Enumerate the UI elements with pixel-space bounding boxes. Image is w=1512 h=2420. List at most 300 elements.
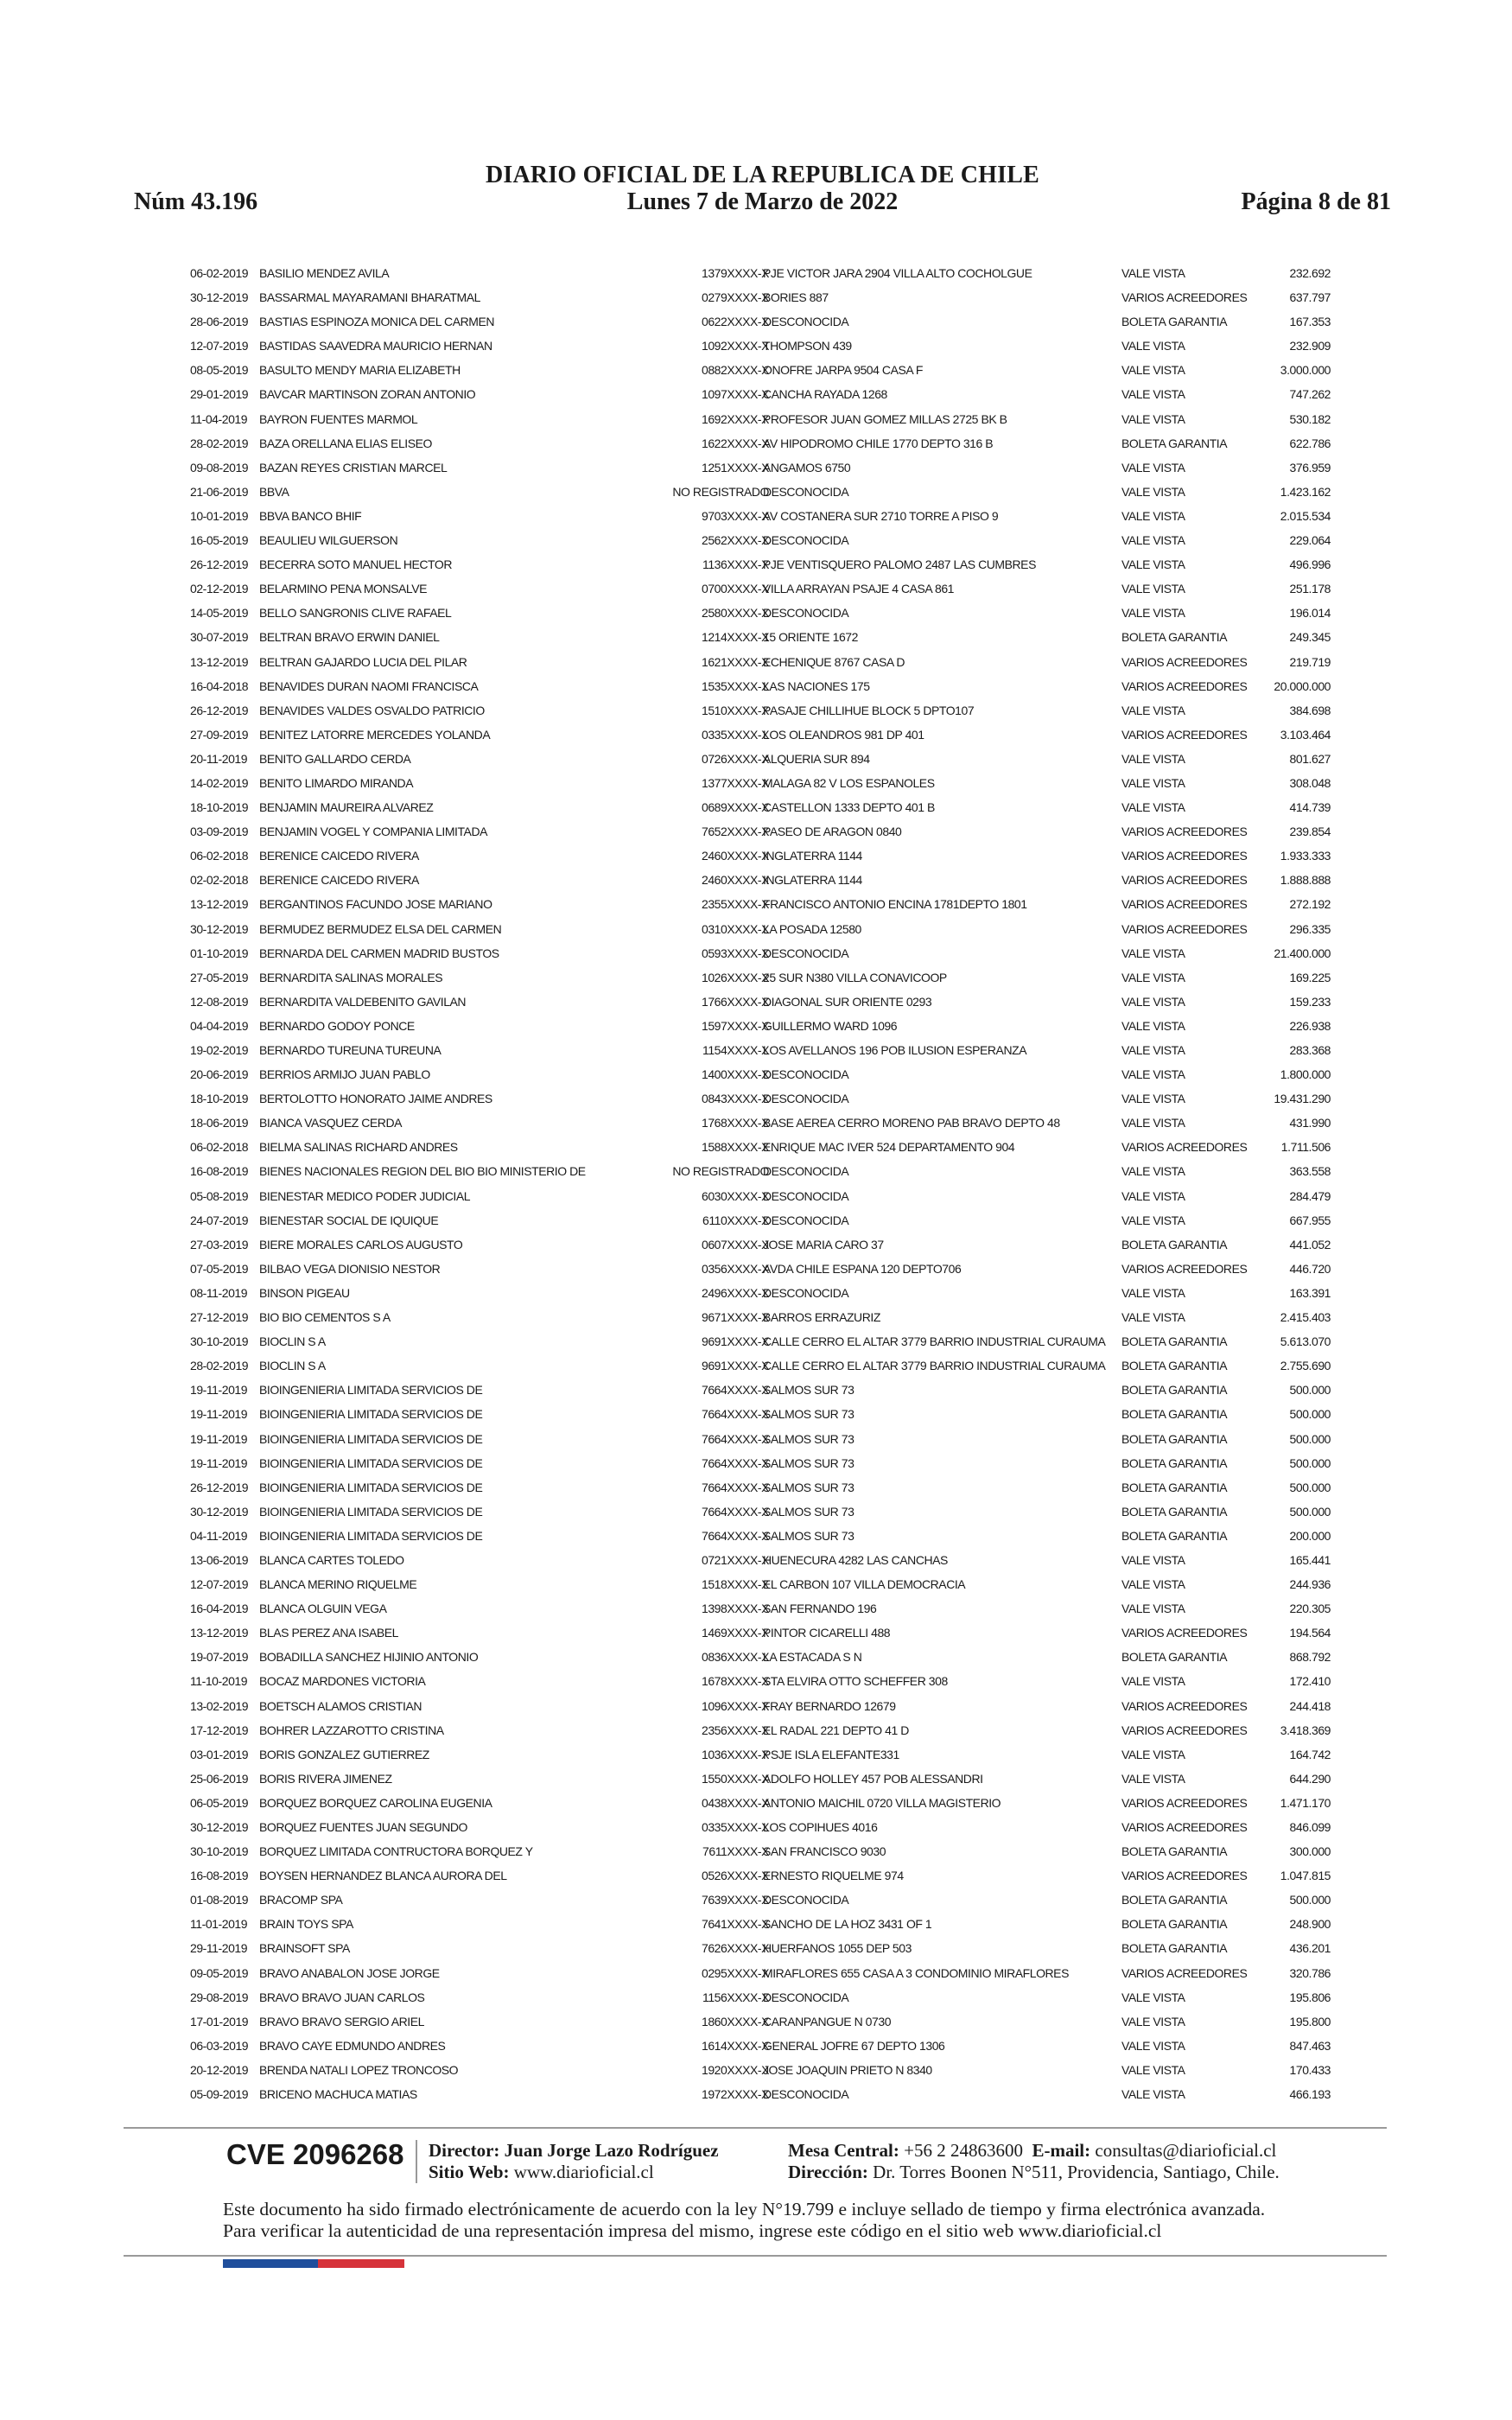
row-rut: 1692XXXX-X xyxy=(702,411,769,426)
row-rut: 0310XXXX-X xyxy=(702,921,769,936)
row-address: ALQUERIA SUR 894 xyxy=(763,751,870,766)
row-type: VALE VISTA xyxy=(1121,460,1185,474)
row-name: BELTRAN GAJARDO LUCIA DEL PILAR xyxy=(259,654,467,669)
table-row xyxy=(190,576,1331,601)
records-list xyxy=(190,261,1331,2106)
row-name: BERNARDITA SALINAS MORALES xyxy=(259,970,443,984)
row-date: 05-09-2019 xyxy=(190,2087,249,2102)
row-type: VALE VISTA xyxy=(1121,582,1185,596)
row-name: BORQUEZ FUENTES JUAN SEGUNDO xyxy=(259,1820,467,1834)
row-date: 30-12-2019 xyxy=(190,290,249,305)
table-row xyxy=(190,382,1331,406)
row-amount: 500.000 xyxy=(1289,1407,1331,1422)
row-rut: 1588XXXX-X xyxy=(702,1140,769,1155)
row-amount: 248.900 xyxy=(1289,1917,1331,1932)
row-amount: 414.739 xyxy=(1289,800,1331,815)
row-name: BAVCAR MARTINSON ZORAN ANTONIO xyxy=(259,387,476,402)
row-rut: NO REGISTRADO xyxy=(672,484,769,499)
row-rut: 1510XXXX-X xyxy=(702,703,769,717)
publication-title: DIARIO OFICIAL DE LA REPUBLICA DE CHILE xyxy=(485,162,1040,188)
row-name: BAZA ORELLANA ELIAS ELISEO xyxy=(259,436,432,450)
row-address: THOMPSON 439 xyxy=(763,339,852,353)
row-date: 30-10-2019 xyxy=(190,1334,249,1349)
row-date: 03-09-2019 xyxy=(190,825,249,839)
table-row xyxy=(190,1208,1331,1232)
row-amount: 500.000 xyxy=(1289,1431,1331,1446)
row-type: BOLETA GARANTIA xyxy=(1121,1334,1228,1349)
row-name: BIENESTAR SOCIAL DE IQUIQUE xyxy=(259,1213,439,1227)
table-row xyxy=(190,1548,1331,1572)
row-amount: 320.786 xyxy=(1289,1965,1331,1980)
row-date: 06-02-2019 xyxy=(190,266,249,280)
row-name: BASTIDAS SAAVEDRA MAURICIO HERNAN xyxy=(259,339,492,353)
row-date: 17-01-2019 xyxy=(190,2014,249,2028)
row-amount: 637.797 xyxy=(1289,290,1331,305)
row-amount: 283.368 xyxy=(1289,1043,1331,1057)
row-amount: 622.786 xyxy=(1289,436,1331,450)
row-address: VILLA ARRAYAN PSAJE 4 CASA 861 xyxy=(763,582,954,596)
row-type: VARIOS ACREEDORES xyxy=(1121,1965,1248,1980)
row-name: BRAINSOFT SPA xyxy=(259,1941,350,1956)
row-name: BEAULIEU WILGUERSON xyxy=(259,533,398,548)
table-row xyxy=(190,455,1331,480)
table-row xyxy=(190,868,1331,892)
row-address: PASEO DE ARAGON 0840 xyxy=(763,825,902,839)
row-rut: 1768XXXX-X xyxy=(702,1116,769,1130)
row-amount: 1.933.333 xyxy=(1280,849,1331,863)
row-date: 19-07-2019 xyxy=(190,1650,249,1665)
row-type: BOLETA GARANTIA xyxy=(1121,1844,1228,1859)
row-rut: 7664XXXX-X xyxy=(702,1504,769,1519)
row-type: BOLETA GARANTIA xyxy=(1121,1504,1228,1519)
row-type: VARIOS ACREEDORES xyxy=(1121,1795,1248,1810)
row-amount: 194.564 xyxy=(1289,1626,1331,1640)
table-row xyxy=(190,1888,1331,1912)
row-type: BOLETA GARANTIA xyxy=(1121,436,1228,450)
row-type: VALE VISTA xyxy=(1121,387,1185,402)
table-row xyxy=(190,2058,1331,2082)
row-rut: 7641XXXX-X xyxy=(702,1917,769,1932)
row-address: PINTOR CICARELLI 488 xyxy=(763,1626,891,1640)
row-name: BERGANTINOS FACUNDO JOSE MARIANO xyxy=(259,897,492,912)
row-address: SALMOS SUR 73 xyxy=(763,1480,854,1494)
row-name: BIOINGENIERIA LIMITADA SERVICIOS DE xyxy=(259,1431,483,1446)
row-rut: 1379XXXX-X xyxy=(702,266,769,280)
table-row xyxy=(190,1427,1331,1451)
row-name: BASTIAS ESPINOZA MONICA DEL CARMEN xyxy=(259,315,495,329)
row-address: GUILLERMO WARD 1096 xyxy=(763,1018,898,1033)
row-address: DESCONOCIDA xyxy=(763,2087,849,2102)
row-date: 30-10-2019 xyxy=(190,1844,249,1859)
row-address: DIAGONAL SUR ORIENTE 0293 xyxy=(763,994,932,1009)
row-address: MIRAFLORES 655 CASA A 3 CONDOMINIO MIRAFLORES xyxy=(763,1965,1069,1980)
row-date: 19-02-2019 xyxy=(190,1043,249,1057)
row-amount: 530.182 xyxy=(1289,411,1331,426)
director-name: Juan Jorge Lazo Rodríguez xyxy=(504,2140,719,2161)
row-type: BOLETA GARANTIA xyxy=(1121,1650,1228,1665)
row-date: 26-12-2019 xyxy=(190,1480,249,1494)
table-row xyxy=(190,528,1331,552)
row-amount: 500.000 xyxy=(1289,1504,1331,1519)
row-address: PJE VENTISQUERO PALOMO 2487 LAS CUMBRES xyxy=(763,557,1036,572)
flag-bar-red xyxy=(318,2259,404,2268)
table-row xyxy=(190,1839,1331,1863)
table-row xyxy=(190,2082,1331,2106)
row-type: VALE VISTA xyxy=(1121,703,1185,717)
row-amount: 363.558 xyxy=(1289,1164,1331,1179)
table-row xyxy=(190,747,1331,771)
row-date: 28-06-2019 xyxy=(190,315,249,329)
table-row xyxy=(190,1936,1331,1960)
row-rut: 0335XXXX-X xyxy=(702,1820,769,1834)
row-address: FRAY BERNARDO 12679 xyxy=(763,1698,896,1713)
director-label: Director: xyxy=(429,2140,500,2161)
row-type: VARIOS ACREEDORES xyxy=(1121,897,1248,912)
issue-number: Núm 43.196 xyxy=(134,188,258,215)
row-type: BOLETA GARANTIA xyxy=(1121,1480,1228,1494)
row-amount: 747.262 xyxy=(1289,387,1331,402)
bottom-divider xyxy=(124,2255,1387,2257)
row-date: 27-05-2019 xyxy=(190,970,249,984)
row-type: VALE VISTA xyxy=(1121,1092,1185,1106)
row-address: ECHENIQUE 8767 CASA D xyxy=(763,654,905,669)
row-address: EL RADAL 221 DEPTO 41 D xyxy=(763,1723,909,1737)
table-row xyxy=(190,892,1331,916)
row-type: BOLETA GARANTIA xyxy=(1121,1431,1228,1446)
row-type: VARIOS ACREEDORES xyxy=(1121,727,1248,742)
row-type: VALE VISTA xyxy=(1121,339,1185,353)
row-name: BOETSCH ALAMOS CRISTIAN xyxy=(259,1698,422,1713)
row-date: 12-07-2019 xyxy=(190,339,249,353)
row-date: 27-09-2019 xyxy=(190,727,249,742)
row-name: BRENDA NATALI LOPEZ TRONCOSO xyxy=(259,2062,459,2077)
row-address: DESCONOCIDA xyxy=(763,1213,849,1227)
address-line xyxy=(788,2162,1280,2183)
row-amount: 436.201 xyxy=(1289,1941,1331,1956)
row-type: VALE VISTA xyxy=(1121,994,1185,1009)
row-date: 24-07-2019 xyxy=(190,1213,249,1227)
row-type: VALE VISTA xyxy=(1121,533,1185,548)
row-rut: 7626XXXX-X xyxy=(702,1941,769,1956)
row-type: VARIOS ACREEDORES xyxy=(1121,1869,1248,1883)
row-address: SAN FRANCISCO 9030 xyxy=(763,1844,886,1859)
row-date: 30-07-2019 xyxy=(190,630,249,645)
email-link[interactable]: consultas@diarioficial.cl xyxy=(1095,2140,1277,2161)
row-rut: 0356XXXX-X xyxy=(702,1261,769,1276)
row-rut: 0438XXXX-X xyxy=(702,1795,769,1810)
row-rut: 1518XXXX-X xyxy=(702,1577,769,1592)
table-row xyxy=(190,1961,1331,1985)
table-row xyxy=(190,990,1331,1014)
table-row xyxy=(190,309,1331,334)
row-address: STA ELVIRA OTTO SCHEFFER 308 xyxy=(763,1674,948,1689)
table-row xyxy=(190,723,1331,747)
row-type: VALE VISTA xyxy=(1121,1018,1185,1033)
row-date: 02-02-2018 xyxy=(190,873,249,888)
address-label: Dirección: xyxy=(788,2162,868,2182)
row-type: BOLETA GARANTIA xyxy=(1121,1528,1228,1543)
site-link[interactable]: www.diarioficial.cl xyxy=(513,2162,654,2182)
row-address: DESCONOCIDA xyxy=(763,533,849,548)
row-name: BERNARDITA VALDEBENITO GAVILAN xyxy=(259,994,467,1009)
row-amount: 244.936 xyxy=(1289,1577,1331,1592)
table-row xyxy=(190,1451,1331,1475)
footer-separator xyxy=(416,2140,417,2183)
row-address: AV HIPODROMO CHILE 1770 DEPTO 316 B xyxy=(763,436,994,450)
row-name: BIOINGENIERIA LIMITADA SERVICIOS DE xyxy=(259,1455,483,1470)
table-row xyxy=(190,1038,1331,1062)
row-name: BERTOLOTTO HONORATO JAIME ANDRES xyxy=(259,1092,492,1106)
row-type: VALE VISTA xyxy=(1121,2062,1185,2077)
row-date: 10-01-2019 xyxy=(190,508,249,523)
row-type: VALE VISTA xyxy=(1121,800,1185,815)
row-date: 19-11-2019 xyxy=(190,1431,248,1446)
row-name: BORQUEZ LIMITADA CONTRUCTORA BORQUEZ Y xyxy=(259,1844,533,1859)
row-type: VALE VISTA xyxy=(1121,1067,1185,1082)
row-rut: 2356XXXX-X xyxy=(702,1723,769,1737)
row-type: VARIOS ACREEDORES xyxy=(1121,290,1248,305)
table-row xyxy=(190,334,1331,358)
row-address: ANGAMOS 6750 xyxy=(763,460,851,474)
row-type: VARIOS ACREEDORES xyxy=(1121,678,1248,693)
row-address: DESCONOCIDA xyxy=(763,1092,849,1106)
row-type: VALE VISTA xyxy=(1121,2087,1185,2102)
table-row xyxy=(190,771,1331,795)
table-row xyxy=(190,1475,1331,1500)
row-rut: 1400XXXX-X xyxy=(702,1067,769,1082)
table-row xyxy=(190,1062,1331,1086)
table-row xyxy=(190,674,1331,698)
row-rut: 1920XXXX-X xyxy=(702,2062,769,2077)
table-row xyxy=(190,698,1331,723)
row-address: SALMOS SUR 73 xyxy=(763,1431,854,1446)
row-date: 13-12-2019 xyxy=(190,897,249,912)
row-address: DESCONOCIDA xyxy=(763,1067,849,1082)
row-rut: 7652XXXX-X xyxy=(702,825,769,839)
row-amount: 500.000 xyxy=(1289,1480,1331,1494)
row-address: DESCONOCIDA xyxy=(763,1285,849,1300)
row-name: BIOCLIN S A xyxy=(259,1334,326,1349)
row-rut: 0700XXXX-X xyxy=(702,582,769,596)
table-row xyxy=(190,965,1331,990)
table-row xyxy=(190,1645,1331,1669)
row-name: BAZAN REYES CRISTIAN MARCEL xyxy=(259,460,448,474)
row-name: BERNARDO TUREUNA TUREUNA xyxy=(259,1043,442,1057)
row-amount: 249.345 xyxy=(1289,630,1331,645)
row-address: PSJE ISLA ELEFANTE331 xyxy=(763,1747,899,1761)
row-rut: 1096XXXX-X xyxy=(702,1698,769,1713)
row-amount: 1.800.000 xyxy=(1280,1067,1331,1082)
row-address: SAN FERNANDO 196 xyxy=(763,1602,877,1616)
row-address: SALMOS SUR 73 xyxy=(763,1383,854,1398)
row-type: VALE VISTA xyxy=(1121,1116,1185,1130)
row-rut: 2460XXXX-X xyxy=(702,873,769,888)
row-date: 30-12-2019 xyxy=(190,921,249,936)
row-date: 18-10-2019 xyxy=(190,1092,249,1106)
row-date: 16-04-2018 xyxy=(190,678,249,693)
row-amount: 500.000 xyxy=(1289,1893,1331,1907)
row-amount: 496.996 xyxy=(1289,557,1331,572)
row-address: CANCHA RAYADA 1268 xyxy=(763,387,887,402)
row-address: PJE VICTOR JARA 2904 VILLA ALTO COCHOLGUE xyxy=(763,266,1032,280)
row-date: 29-11-2019 xyxy=(190,1941,248,1956)
row-rut: 2496XXXX-X xyxy=(702,1285,769,1300)
row-rut: 9671XXXX-X xyxy=(702,1310,769,1325)
header-center xyxy=(134,162,1391,216)
row-date: 08-05-2019 xyxy=(190,363,249,378)
row-amount: 195.806 xyxy=(1289,1990,1331,2004)
row-rut: 7664XXXX-X xyxy=(702,1431,769,1446)
row-rut: 1766XXXX-X xyxy=(702,994,769,1009)
row-name: BENITO LIMARDO MIRANDA xyxy=(259,775,414,790)
row-amount: 1.423.162 xyxy=(1280,484,1331,499)
table-row xyxy=(190,1985,1331,2009)
row-amount: 446.720 xyxy=(1289,1261,1331,1276)
row-rut: NO REGISTRADO xyxy=(672,1164,769,1179)
row-type: BOLETA GARANTIA xyxy=(1121,315,1228,329)
table-row xyxy=(190,431,1331,455)
row-name: BENJAMIN VOGEL Y COMPANIA LIMITADA xyxy=(259,825,487,839)
row-address: HUERFANOS 1055 DEP 503 xyxy=(763,1941,912,1956)
cve-code: CVE 2096268 xyxy=(226,2138,404,2170)
table-row xyxy=(190,480,1331,504)
table-row xyxy=(190,504,1331,528)
row-amount: 441.052 xyxy=(1289,1237,1331,1251)
row-address: LA POSADA 12580 xyxy=(763,921,861,936)
row-address: ERNESTO RIQUELME 974 xyxy=(763,1869,904,1883)
row-address: 15 ORIENTE 1672 xyxy=(763,630,858,645)
row-date: 01-10-2019 xyxy=(190,946,249,960)
mesa-label: Mesa Central: xyxy=(788,2140,899,2161)
row-type: VALE VISTA xyxy=(1121,411,1185,426)
row-amount: 244.418 xyxy=(1289,1698,1331,1713)
row-rut: 1377XXXX-X xyxy=(702,775,769,790)
row-amount: 431.990 xyxy=(1289,1116,1331,1130)
row-amount: 1.047.815 xyxy=(1280,1869,1331,1883)
row-amount: 500.000 xyxy=(1289,1383,1331,1398)
row-date: 01-08-2019 xyxy=(190,1893,249,1907)
table-row xyxy=(190,358,1331,382)
row-rut: 0721XXXX-X xyxy=(702,1552,769,1567)
row-date: 12-08-2019 xyxy=(190,994,249,1009)
table-row xyxy=(190,1353,1331,1378)
row-rut: 1972XXXX-X xyxy=(702,2087,769,2102)
row-amount: 3.000.000 xyxy=(1280,363,1331,378)
table-row xyxy=(190,1767,1331,1791)
mesa-phone: +56 2 24863600 xyxy=(904,2140,1023,2161)
row-address: INGLATERRA 1144 xyxy=(763,849,862,863)
row-date: 19-11-2019 xyxy=(190,1383,248,1398)
row-type: VARIOS ACREEDORES xyxy=(1121,1698,1248,1713)
row-amount: 232.692 xyxy=(1289,266,1331,280)
table-row xyxy=(190,1791,1331,1815)
row-date: 14-05-2019 xyxy=(190,606,249,621)
row-address: PASAJE CHILLIHUE BLOCK 5 DPTO107 xyxy=(763,703,975,717)
row-date: 20-06-2019 xyxy=(190,1067,249,1082)
row-rut: 1622XXXX-X xyxy=(702,436,769,450)
row-name: BBVA BANCO BHIF xyxy=(259,508,362,523)
row-type: VALE VISTA xyxy=(1121,2038,1185,2053)
director-line xyxy=(429,2140,719,2162)
row-rut: 1036XXXX-X xyxy=(702,1747,769,1761)
row-date: 04-11-2019 xyxy=(190,1528,248,1543)
row-name: BAYRON FUENTES MARMOL xyxy=(259,411,418,426)
table-row xyxy=(190,261,1331,285)
row-amount: 229.064 xyxy=(1289,533,1331,548)
row-name: BLANCA OLGUIN VEGA xyxy=(259,1602,387,1616)
row-type: VALE VISTA xyxy=(1121,751,1185,766)
row-date: 21-06-2019 xyxy=(190,484,249,499)
row-type: VALE VISTA xyxy=(1121,484,1185,499)
row-date: 13-02-2019 xyxy=(190,1698,249,1713)
row-rut: 1614XXXX-X xyxy=(702,2038,769,2053)
row-name: BECERRA SOTO MANUEL HECTOR xyxy=(259,557,452,572)
row-date: 20-12-2019 xyxy=(190,2062,249,2077)
row-date: 06-03-2019 xyxy=(190,2038,249,2053)
row-amount: 220.305 xyxy=(1289,1602,1331,1616)
row-amount: 296.335 xyxy=(1289,921,1331,936)
row-rut: 1535XXXX-X xyxy=(702,678,769,693)
row-rut: 1251XXXX-X xyxy=(702,460,769,474)
row-address: HUENECURA 4282 LAS CANCHAS xyxy=(763,1552,948,1567)
row-type: VALE VISTA xyxy=(1121,1043,1185,1057)
row-address: CALLE CERRO EL ALTAR 3779 BARRIO INDUSTRIAL CURAUMA xyxy=(763,1359,1106,1373)
row-address: DESCONOCIDA xyxy=(763,315,849,329)
director-block xyxy=(429,2140,719,2183)
row-date: 06-02-2018 xyxy=(190,849,249,863)
row-date: 18-06-2019 xyxy=(190,1116,249,1130)
row-date: 25-06-2019 xyxy=(190,1771,249,1786)
row-type: BOLETA GARANTIA xyxy=(1121,1407,1228,1422)
row-address: ENRIQUE MAC IVER 524 DEPARTAMENTO 904 xyxy=(763,1140,1015,1155)
row-rut: 2355XXXX-X xyxy=(702,897,769,912)
row-address: 25 SUR N380 VILLA CONAVICOOP xyxy=(763,970,947,984)
row-rut: 7664XXXX-X xyxy=(702,1455,769,1470)
row-type: BOLETA GARANTIA xyxy=(1121,1383,1228,1398)
row-rut: 2562XXXX-X xyxy=(702,533,769,548)
table-row xyxy=(190,407,1331,431)
row-type: VARIOS ACREEDORES xyxy=(1121,1820,1248,1834)
row-name: BIERE MORALES CARLOS AUGUSTO xyxy=(259,1237,463,1251)
table-row xyxy=(190,844,1331,868)
row-date: 17-12-2019 xyxy=(190,1723,249,1737)
table-row xyxy=(190,625,1331,649)
row-rut: 0726XXXX-X xyxy=(702,751,769,766)
row-type: VALE VISTA xyxy=(1121,1990,1185,2004)
row-type: BOLETA GARANTIA xyxy=(1121,1359,1228,1373)
row-address: AV COSTANERA SUR 2710 TORRE A PISO 9 xyxy=(763,508,999,523)
row-address: BASE AEREA CERRO MORENO PAB BRAVO DEPTO 48 xyxy=(763,1116,1060,1130)
row-name: BLANCA MERINO RIQUELME xyxy=(259,1577,417,1592)
table-row xyxy=(190,1863,1331,1888)
row-type: VALE VISTA xyxy=(1121,775,1185,790)
row-rut: 0607XXXX-X xyxy=(702,1237,769,1251)
row-type: VARIOS ACREEDORES xyxy=(1121,873,1248,888)
row-name: BIOCLIN S A xyxy=(259,1359,326,1373)
row-date: 18-10-2019 xyxy=(190,800,249,815)
row-name: BELARMINO PENA MONSALVE xyxy=(259,582,428,596)
contact-line xyxy=(788,2140,1280,2162)
row-name: BIOINGENIERIA LIMITADA SERVICIOS DE xyxy=(259,1407,483,1422)
row-type: VARIOS ACREEDORES xyxy=(1121,1723,1248,1737)
row-address: LOS COPIHUES 4016 xyxy=(763,1820,878,1834)
row-type: VALE VISTA xyxy=(1121,946,1185,960)
row-address: SALMOS SUR 73 xyxy=(763,1504,854,1519)
row-rut: 1469XXXX-X xyxy=(702,1626,769,1640)
row-address: ANTONIO MAICHIL 0720 VILLA MAGISTERIO xyxy=(763,1795,1001,1810)
row-amount: 1.471.170 xyxy=(1280,1795,1331,1810)
row-date: 03-01-2019 xyxy=(190,1747,249,1761)
